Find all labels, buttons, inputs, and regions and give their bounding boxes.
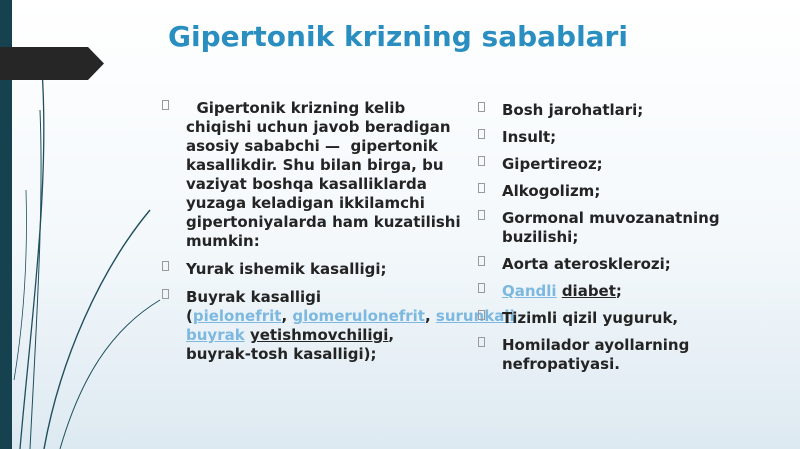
list-item-intro [162, 99, 466, 251]
square-bullet-icon [162, 100, 169, 110]
link-pielonefrit[interactable]: pielonefrit [192, 307, 282, 325]
intro-text: Gipertonik krizning kelib chiqishi uchun javob beradigan asosiy sababchi — gipertonik kasallikdir. Shu bilan birga, bu vaziyat boshqa kasalliklarda yuzaga keladigan ikkilamchi gipertoniyalarda ham kuzatilishi mumkin: [186, 99, 466, 250]
item-text: Gipertireoz; [502, 155, 603, 173]
list-item [478, 336, 778, 374]
item-text: Homilador ayollarning nefropatiyasi. [502, 336, 690, 373]
list-item-kidney [162, 288, 515, 364]
link-qandli[interactable]: Qandli [502, 282, 557, 300]
square-bullet-icon [478, 156, 485, 166]
right-column-list [478, 101, 778, 382]
item-text: Alkogolizm; [502, 182, 601, 200]
left-column-list [162, 99, 515, 373]
link-glomerulonefrit[interactable]: glomerulonefrit [292, 307, 425, 325]
link-surunkali-buyrak[interactable]: surunkali buyrak [186, 307, 515, 344]
list-item-heart [162, 260, 462, 279]
square-bullet-icon [478, 256, 485, 266]
diabetes-suffix: ; [615, 282, 622, 300]
square-bullet-icon [162, 289, 169, 299]
list-item-diabetes [478, 282, 778, 301]
list-item [478, 155, 778, 174]
link-yetishmovchiligi[interactable]: yetishmovchiligi [249, 326, 389, 344]
square-bullet-icon [478, 102, 485, 112]
list-item [478, 128, 778, 147]
kidney-suffix: , buyrak-tosh kasalligi); [186, 326, 395, 363]
item-text: Yurak ishemik kasalligi; [186, 260, 387, 278]
title-tab-shape [0, 47, 104, 80]
list-item [478, 309, 778, 328]
kidney-sep2: , [424, 307, 436, 325]
square-bullet-icon [162, 261, 169, 271]
list-item [478, 101, 778, 120]
item-text: Bosh jarohatlari; [502, 101, 644, 119]
item-text: Aorta aterosklerozi; [502, 255, 671, 273]
square-bullet-icon [478, 337, 485, 347]
slide-title: Gipertonik krizning sabablari [168, 20, 628, 53]
kidney-prefix: Buyrak kasalligi ( [186, 288, 322, 325]
item-text: Gormonal muvozanatning buzilishi; [502, 209, 720, 246]
square-bullet-icon [478, 210, 485, 220]
link-diabet[interactable]: diabet [561, 282, 616, 300]
square-bullet-icon [478, 310, 485, 320]
square-bullet-icon [478, 129, 485, 139]
item-text: Tizimli qizil yuguruk, [502, 309, 679, 327]
list-item [478, 182, 778, 201]
item-text: Insult; [502, 128, 557, 146]
list-item [478, 209, 778, 247]
square-bullet-icon [478, 183, 485, 193]
square-bullet-icon [478, 283, 485, 293]
kidney-sep1: , [281, 307, 293, 325]
list-item [478, 255, 778, 274]
